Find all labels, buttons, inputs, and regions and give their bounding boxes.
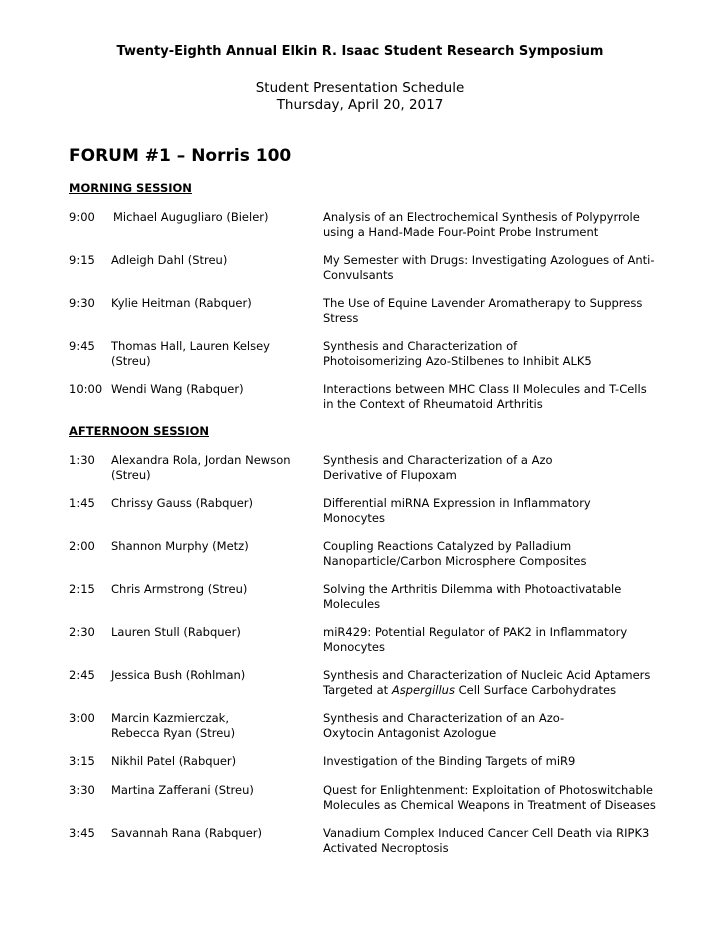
presenter-line: Michael Augugliaro (Bieler) (113, 210, 269, 224)
entry-title (323, 339, 709, 369)
entry-time: 2:15 (69, 582, 95, 596)
entry-title (323, 210, 709, 240)
presenter-line: (Streu) (111, 468, 151, 482)
entry-title (323, 826, 709, 856)
title-line: My Semester with Drugs: Investigating Azologues of Anti- (323, 253, 655, 267)
entry-title (323, 625, 709, 655)
entry-time: 1:30 (69, 453, 95, 467)
title-line: using a Hand-Made Four-Point Probe Instrument (323, 225, 599, 239)
title-line: Molecules (323, 597, 381, 611)
entry-time: 2:30 (69, 625, 95, 639)
presenter-line: Shannon Murphy (Metz) (111, 539, 249, 553)
entry-time: 2:00 (69, 539, 95, 553)
entry-time: 3:00 (69, 711, 95, 725)
title-line: Stress (323, 311, 359, 325)
schedule-subtitle: Student Presentation Schedule (255, 80, 465, 96)
entry-time: 1:45 (69, 496, 95, 510)
title-line: Activated Necroptosis (323, 841, 449, 855)
entry-time: 3:45 (69, 826, 95, 840)
entry-time: 2:45 (69, 668, 95, 682)
presenter-line: Rebecca Ryan (Streu) (111, 726, 236, 740)
title-line: Quest for Enlightenment: Exploitation of Photoswitchable (323, 783, 653, 797)
title-line: Coupling Reactions Catalyzed by Palladium (323, 539, 572, 553)
title-line: Synthesis and Characterization of Nucleic Acid Aptamers (323, 668, 651, 682)
title-italic-post: Cell Surface Carbohydrates (454, 683, 617, 697)
title-line: Nanoparticle/Carbon Microsphere Composites (323, 554, 587, 568)
entry-presenter (111, 625, 321, 640)
title-line: Vanadium Complex Induced Cancer Cell Death via RIPK3 (323, 826, 650, 840)
entry-presenter (111, 382, 321, 397)
title-italic-species: Aspergillus (391, 683, 455, 697)
entry-presenter (111, 253, 321, 268)
afternoon-session-label: AFTERNOON SESSION (69, 424, 209, 438)
presenter-line: Kylie Heitman (Rabquer) (111, 296, 252, 310)
entry-title (323, 296, 709, 326)
presenter-line: Lauren Stull (Rabquer) (111, 625, 241, 639)
forum-heading: FORUM #1 – Norris 100 (69, 146, 292, 166)
entry-title (323, 668, 709, 698)
entry-time: 9:30 (69, 296, 95, 310)
presenter-line: Nikhil Patel (Rabquer) (111, 754, 237, 768)
entry-title (323, 783, 709, 813)
title-line: Analysis of an Electrochemical Synthesis of Polypyrrole (323, 210, 640, 224)
presenter-line: Adleigh Dahl (Streu) (111, 253, 228, 267)
entry-time: 10:00 (69, 382, 103, 396)
title-line: Derivative of Flupoxam (323, 468, 457, 482)
entry-time: 9:15 (69, 253, 95, 267)
title-line: Synthesis and Characterization of (323, 339, 518, 353)
entry-title (323, 539, 709, 569)
entry-title (323, 253, 709, 283)
entry-presenter (111, 339, 321, 369)
presenter-line: Chrissy Gauss (Rabquer) (111, 496, 254, 510)
entry-time: 3:15 (69, 754, 95, 768)
entry-presenter (111, 296, 321, 311)
title-line: miR429: Potential Regulator of PAK2 in Inflammatory (323, 625, 628, 639)
entry-time: 3:30 (69, 783, 95, 797)
presenter-line: Savannah Rana (Rabquer) (111, 826, 262, 840)
presenter-line: Marcin Kazmierczak, (111, 711, 229, 725)
entry-title (323, 496, 709, 526)
title-line: Interactions between MHC Class II Molecules and T-Cells (323, 382, 647, 396)
entry-presenter (111, 754, 321, 769)
entry-time: 9:45 (69, 339, 95, 353)
entry-time: 9:00 (69, 210, 95, 224)
presenter-line: Chris Armstrong (Streu) (111, 582, 248, 596)
title-line: Photoisomerizing Azo-Stilbenes to Inhibit ALK5 (323, 354, 592, 368)
entry-title (323, 754, 709, 769)
symposium-title: Twenty-Eighth Annual Elkin R. Isaac Student Research Symposium (116, 44, 604, 59)
entry-title (323, 382, 709, 412)
presenter-line: Wendi Wang (Rabquer) (111, 382, 244, 396)
entry-title (323, 453, 709, 483)
presenter-line: Martina Zafferani (Streu) (111, 783, 254, 797)
title-line: Oxytocin Antagonist Azologue (323, 726, 497, 740)
entry-presenter (111, 582, 321, 597)
presenter-line: Thomas Hall, Lauren Kelsey (111, 339, 270, 353)
title-line: Convulsants (323, 268, 394, 282)
title-line-italic (323, 683, 709, 698)
presenter-line: Alexandra Rola, Jordan Newson (111, 453, 291, 467)
schedule-date: Thursday, April 20, 2017 (276, 97, 444, 113)
entry-presenter (111, 711, 321, 741)
title-line: Investigation of the Binding Targets of miR9 (323, 754, 576, 768)
title-line: Molecules as Chemical Weapons in Treatment of Diseases (323, 798, 656, 812)
entry-presenter (113, 210, 323, 225)
entry-presenter (111, 826, 321, 841)
title-line: Synthesis and Characterization of an Azo- (323, 711, 565, 725)
title-line: in the Context of Rheumatoid Arthritis (323, 397, 543, 411)
title-line: Solving the Arthritis Dilemma with Photoactivatable (323, 582, 622, 596)
presenter-line: Jessica Bush (Rohlman) (111, 668, 246, 682)
title-line: Differential miRNA Expression in Inflammatory (323, 496, 591, 510)
morning-session-label: MORNING SESSION (69, 181, 192, 195)
entry-presenter (111, 539, 321, 554)
entry-title (323, 582, 709, 612)
presenter-line: (Streu) (111, 354, 151, 368)
title-line: Monocytes (323, 511, 385, 525)
title-line: The Use of Equine Lavender Aromatherapy to Suppress (323, 296, 643, 310)
entry-presenter (111, 668, 321, 683)
title-line: Synthesis and Characterization of a Azo (323, 453, 553, 467)
entry-title (323, 711, 709, 741)
title-line: Monocytes (323, 640, 385, 654)
entry-presenter (111, 453, 321, 483)
title-italic-pre: Targeted at (323, 683, 392, 697)
entry-presenter (111, 496, 321, 511)
entry-presenter (111, 783, 321, 798)
